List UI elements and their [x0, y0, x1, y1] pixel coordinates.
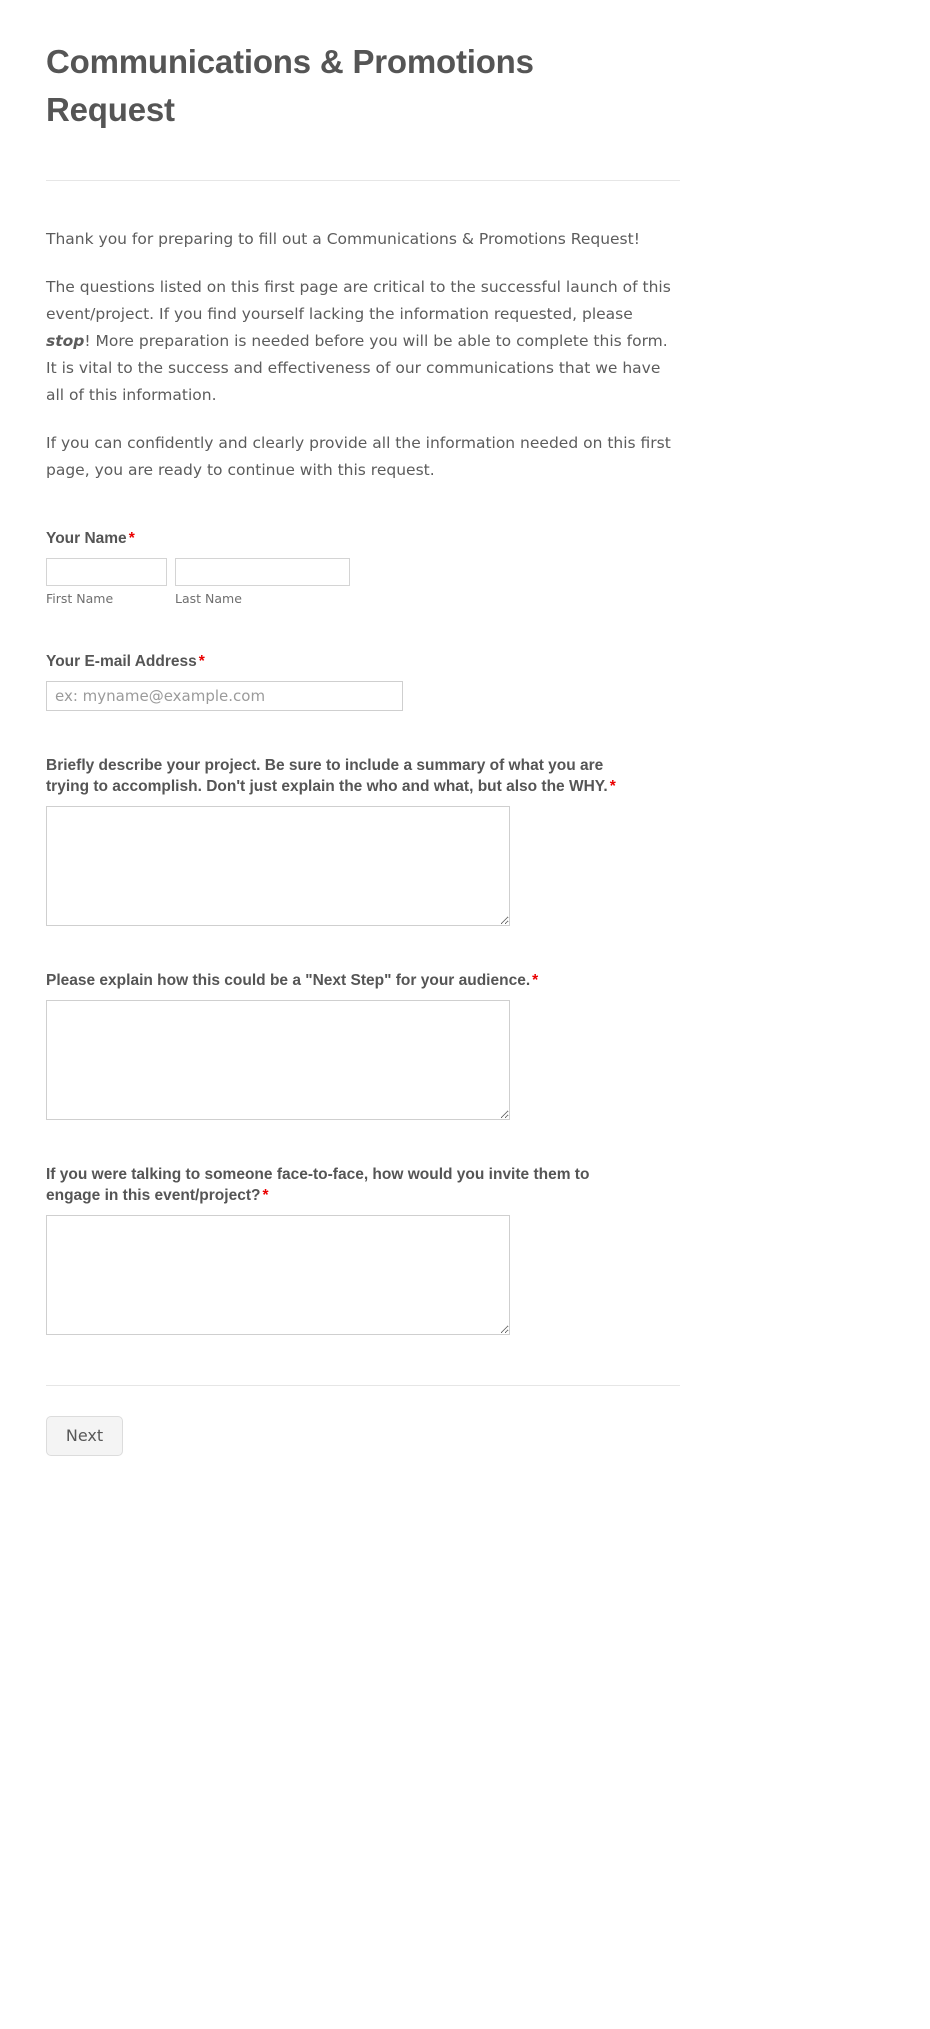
face-to-face-textarea-wrap	[46, 1215, 510, 1335]
question-face-to-face	[46, 1164, 680, 1335]
intro-paragraph-1: Thank you for preparing to fill out a Communications & Promotions Request!	[46, 230, 640, 248]
first-name-input[interactable]	[46, 558, 167, 586]
label-project-description	[46, 755, 646, 797]
label-next-step	[46, 970, 646, 991]
required-asterisk-email: *	[198, 653, 205, 670]
label-email-text: Your E-mail Address	[46, 653, 197, 670]
last-name-sublabel: Last Name	[175, 591, 242, 606]
name-first-cell	[46, 558, 167, 607]
next-step-textarea-wrap	[46, 1000, 510, 1120]
footer-divider	[46, 1385, 680, 1386]
question-project-description	[46, 755, 680, 926]
header-divider	[46, 180, 680, 181]
next-button[interactable]: Next	[46, 1416, 123, 1456]
label-face-to-face	[46, 1164, 646, 1206]
project-description-textarea-wrap	[46, 806, 510, 926]
last-name-input[interactable]	[175, 558, 350, 586]
next-step-textarea[interactable]	[46, 1000, 510, 1120]
question-your-name	[46, 528, 680, 607]
label-face-to-face-text: If you were talking to someone face-to-face, how would you invite them to engage in this event/project?	[46, 1166, 590, 1204]
intro-paragraph-2	[46, 274, 674, 409]
intro-paragraph-2-tail: ! More preparation is needed before you will be able to complete this form. It is vital to the success and effectiveness of our communications that we have all of this information.	[46, 332, 668, 404]
required-asterisk-next-step: *	[532, 972, 539, 989]
name-last-cell	[175, 558, 350, 607]
label-your-name	[46, 528, 646, 549]
question-email	[46, 651, 680, 711]
intro-paragraph-2-lead: The questions listed on this first page are critical to the successful launch of this event/project. If you find yourself lacking the information requested, please	[46, 278, 671, 323]
form-header	[46, 0, 680, 134]
project-description-textarea[interactable]	[46, 806, 510, 926]
intro-emphasis-stop: stop	[46, 332, 85, 350]
form-actions	[46, 1416, 680, 1496]
email-input[interactable]	[46, 681, 403, 711]
question-next-step	[46, 970, 680, 1120]
intro-paragraph-3: If you can confidently and clearly provide all the information needed on this first page, you are ready to continue with this request.	[46, 434, 671, 479]
name-input-row	[46, 558, 680, 607]
label-project-description-text: Briefly describe your project. Be sure to include a summary of what you are trying to accomplish. Don't just explain the who and what, but also the WHY.	[46, 757, 608, 795]
label-next-step-text: Please explain how this could be a "Next Step" for your audience.	[46, 972, 531, 989]
label-email	[46, 651, 646, 672]
required-asterisk-face-to-face: *	[262, 1187, 269, 1204]
face-to-face-textarea[interactable]	[46, 1215, 510, 1335]
page-title: Communications & Promotions Request	[46, 43, 534, 128]
label-your-name-text: Your Name	[46, 530, 127, 547]
required-asterisk-project-description: *	[609, 778, 616, 795]
form-content	[46, 0, 680, 1496]
intro-text-block	[46, 226, 674, 484]
first-name-sublabel: First Name	[46, 591, 114, 606]
required-asterisk-name: *	[128, 530, 135, 547]
